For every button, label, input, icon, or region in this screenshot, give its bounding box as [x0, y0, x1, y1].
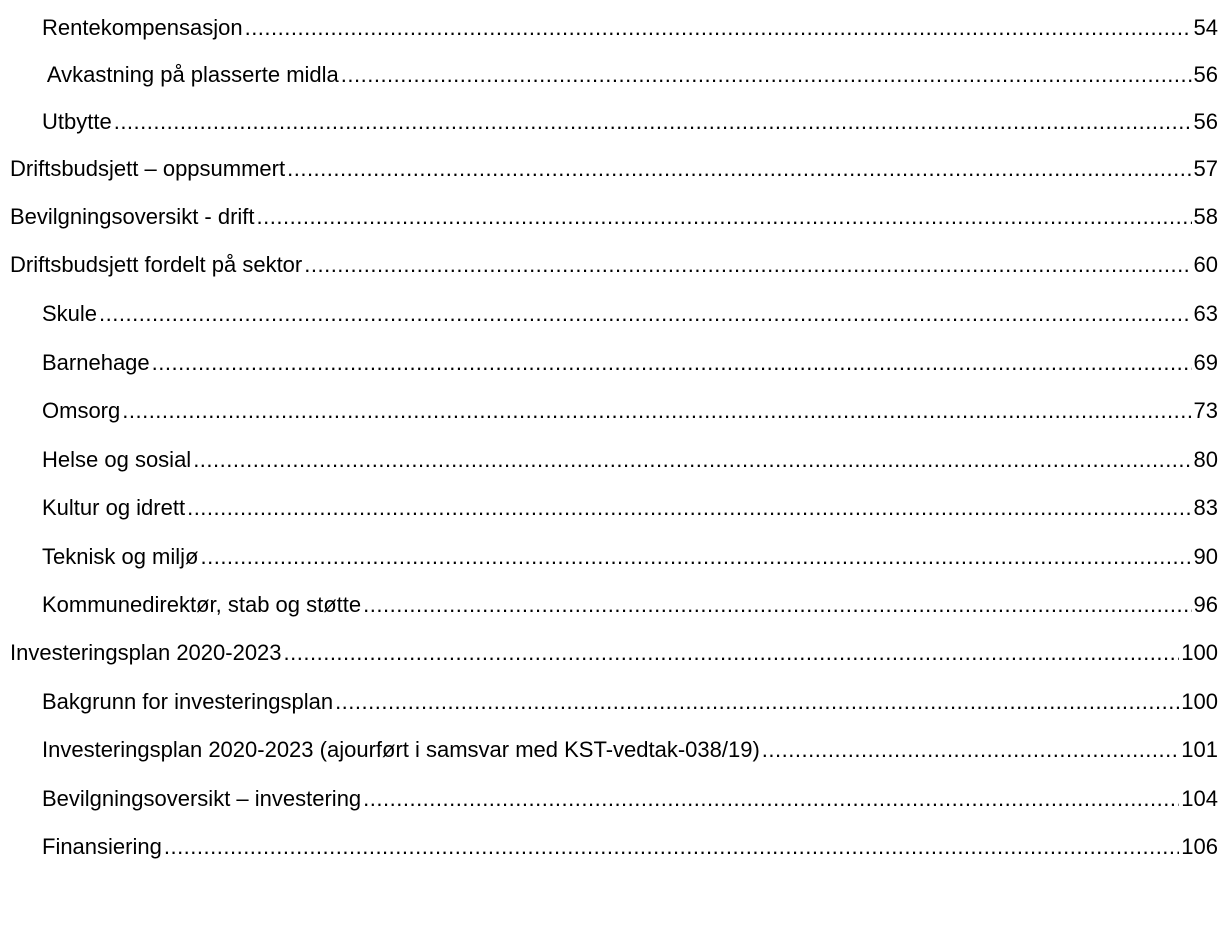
toc-entry-omsorg[interactable] — [42, 391, 1218, 431]
dot-leader — [122, 391, 1191, 431]
toc-entry-page: 100 — [1181, 640, 1218, 665]
dot-leader — [335, 682, 1179, 722]
toc-entry-page: 63 — [1193, 301, 1218, 326]
toc-entry-title: Avkastning på plasserte midla — [42, 62, 339, 87]
toc-entry-title: Bevilgningsoversikt - drift — [10, 204, 255, 229]
toc-entry-avkastning[interactable] — [42, 55, 1218, 95]
toc-entry-page: 80 — [1193, 447, 1218, 472]
toc-entry-barnehage[interactable] — [42, 343, 1218, 383]
toc-entry-title: Investeringsplan 2020-2023 — [10, 640, 282, 665]
toc-entry-bevilgningsoversikt-drift[interactable] — [10, 197, 1218, 237]
dot-leader — [193, 440, 1191, 480]
toc-entry-title: Omsorg — [42, 398, 121, 423]
toc-entry-title: Kultur og idrett — [42, 495, 186, 520]
toc-entry-page: 56 — [1193, 62, 1218, 87]
dot-leader — [287, 149, 1191, 189]
dot-leader — [363, 585, 1191, 625]
toc-entry-finansiering[interactable] — [42, 827, 1218, 867]
toc-entry-driftsbudsjett-sektor[interactable] — [10, 245, 1218, 285]
toc-entry-title: Teknisk og miljø — [42, 544, 199, 569]
toc-entry-page: 106 — [1181, 834, 1218, 859]
toc-entry-page: 90 — [1193, 544, 1218, 569]
toc-entry-driftsbudsjett-oppsummert[interactable] — [10, 149, 1218, 189]
toc-entry-rentekompensasjon[interactable] — [42, 8, 1218, 48]
toc-entry-page: 57 — [1193, 156, 1218, 181]
toc-entry-helse-og-sosial[interactable] — [42, 440, 1218, 480]
toc-entry-page: 60 — [1193, 252, 1218, 277]
toc-entry-title: Investeringsplan 2020-2023 (ajourført i samsvar med KST-vedtak-038/19) — [42, 737, 760, 762]
toc-entry-page: 69 — [1193, 350, 1218, 375]
toc-entry-page: 100 — [1181, 689, 1218, 714]
dot-leader — [363, 779, 1179, 819]
dot-leader — [304, 245, 1191, 285]
dot-leader — [257, 197, 1192, 237]
toc-entry-page: 58 — [1193, 204, 1218, 229]
dot-leader — [341, 55, 1192, 95]
toc-entry-page: 56 — [1193, 109, 1218, 134]
dot-leader — [245, 8, 1192, 48]
toc-entry-teknisk-og-miljo[interactable] — [42, 537, 1218, 577]
toc-entry-title: Helse og sosial — [42, 447, 192, 472]
toc-entry-bakgrunn-investeringsplan[interactable] — [42, 682, 1218, 722]
toc-entry-utbytte[interactable] — [42, 102, 1218, 142]
toc-entry-page: 73 — [1193, 398, 1218, 423]
toc-entry-kultur-og-idrett[interactable] — [42, 488, 1218, 528]
toc-entry-page: 54 — [1193, 15, 1218, 40]
dot-leader — [200, 537, 1191, 577]
toc-entry-title: Driftsbudsjett – oppsummert — [10, 156, 286, 181]
toc-entry-page: 83 — [1193, 495, 1218, 520]
dot-leader — [114, 102, 1192, 142]
dot-leader — [152, 343, 1192, 383]
toc-entry-skule[interactable] — [42, 294, 1218, 334]
toc-entry-title: Utbytte — [42, 109, 112, 134]
toc-entry-title: Finansiering — [42, 834, 162, 859]
toc-entry-title: Skule — [42, 301, 98, 326]
toc-entry-kommunedirektor[interactable] — [42, 585, 1218, 625]
toc-entry-title: Bevilgningsoversikt – investering — [42, 786, 362, 811]
dot-leader — [762, 730, 1179, 770]
dot-leader — [187, 488, 1191, 528]
toc-entry-title: Driftsbudsjett fordelt på sektor — [10, 252, 303, 277]
toc-entry-page: 104 — [1181, 786, 1218, 811]
toc-entry-page: 101 — [1181, 737, 1218, 762]
toc-entry-title: Kommunedirektør, stab og støtte — [42, 592, 362, 617]
toc-entry-investeringsplan-ajourfort[interactable] — [42, 730, 1218, 770]
toc-entry-investeringsplan[interactable] — [10, 633, 1218, 673]
dot-leader — [284, 633, 1180, 673]
toc-entry-page: 96 — [1193, 592, 1218, 617]
toc-entry-bevilgningsoversikt-investering[interactable] — [42, 779, 1218, 819]
dot-leader — [99, 294, 1191, 334]
toc-entry-title: Rentekompensasjon — [42, 15, 243, 40]
toc-entry-title: Bakgrunn for investeringsplan — [42, 689, 334, 714]
dot-leader — [164, 827, 1179, 867]
toc-entry-title: Barnehage — [42, 350, 150, 375]
